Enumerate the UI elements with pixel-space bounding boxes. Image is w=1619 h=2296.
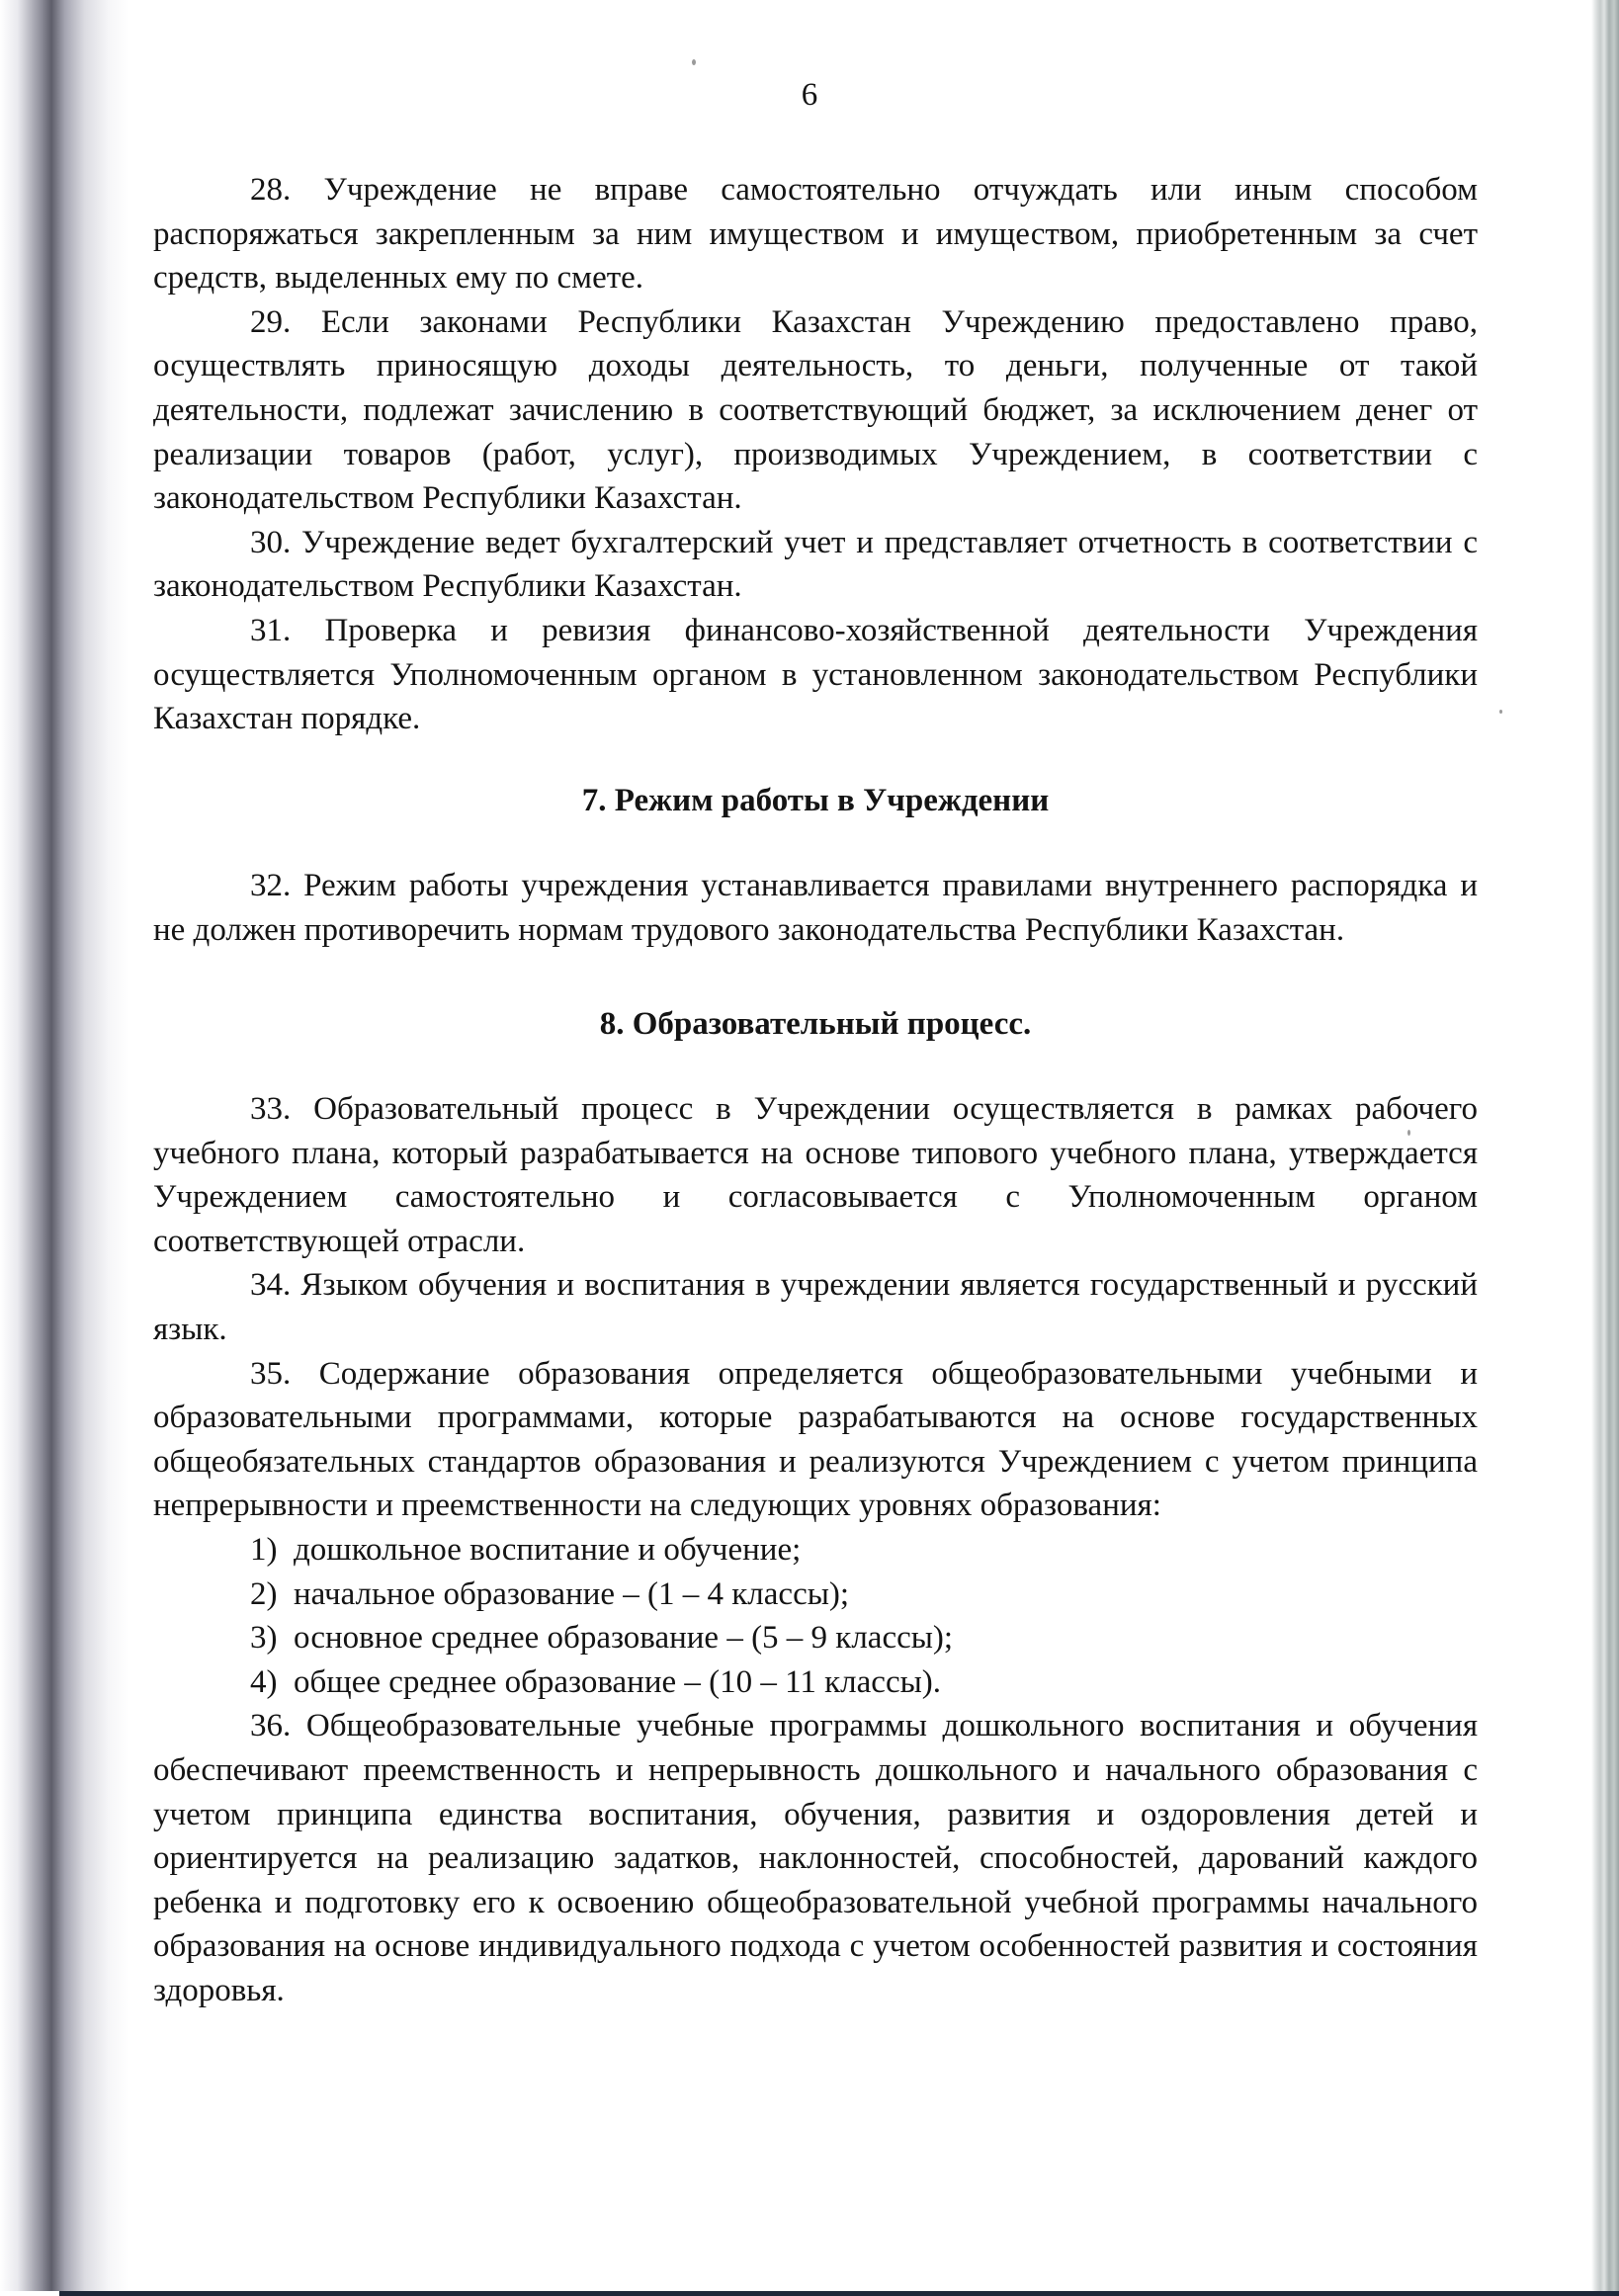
list-item-number: 2) xyxy=(250,1575,278,1612)
list-item-text: начальное образование – (1 – 4 классы); xyxy=(294,1575,850,1612)
page-stack-edge xyxy=(1591,0,1619,2291)
section-heading-8: 8. Образовательный процесс. xyxy=(599,1005,1032,1042)
list-item-text: общее среднее образование – (10 – 11 классы). xyxy=(294,1663,942,1700)
paragraph-33: 33. Образовательный процесс в Учреждении осуществляется в рамках рабочего учебного плана, который разрабатывается на основе типового учебного плана, утверждается Учреждением самостоятельно и согласовывается с Уполномоченным органом соответствующей отрасли. xyxy=(153,1091,1478,1259)
paragraph-28: 28. Учреждение не вправе самостоятельно отчуждать или иным способом распоряжаться закрепленным за ним имуществом и имуществом, приобретенным за счет средств, выделенных ему по смете. xyxy=(153,172,1478,297)
paragraph-34: 34. Языком обучения и воспитания в учреждении является государственный и русский язык. xyxy=(153,1267,1478,1348)
list-item-number: 3) xyxy=(250,1620,278,1657)
scan-speck xyxy=(692,59,696,65)
list-item-number: 4) xyxy=(250,1663,278,1700)
scan-speck xyxy=(1499,710,1502,714)
section-heading-7: 7. Режим работы в Учреждении xyxy=(581,782,1050,818)
paragraph-30: 30. Учреждение ведет бухгалтерский учет и представляет отчетность в соответствии с законодательством Республики Казахстан. xyxy=(153,524,1478,605)
list-item-number: 1) xyxy=(250,1532,278,1569)
list-item-text: дошкольное воспитание и обучение; xyxy=(294,1532,802,1569)
list-item xyxy=(153,1660,1478,1705)
paragraph-36: 36. Общеобразовательные учебные программы дошкольного воспитания и обучения обеспечивают преемственность и непрерывность дошкольного и начального образования с учетом принципа единства воспитания, обучения, развития и оздоровления детей и ориентируется на реализацию задатков, наклонностей, способностей, дарований каждого ребенка и подготовку его к освоению общеобразовательной учебной программы начального образования на основе индивидуального подхода с учетом особенностей развития и состояния здоровья. xyxy=(153,1708,1478,2008)
document-body xyxy=(153,168,1478,2013)
list-item xyxy=(153,1616,1478,1660)
education-levels-list xyxy=(153,1528,1478,1704)
paragraph-31: 31. Проверка и ревизия финансово-хозяйственной деятельности Учреждения осуществляется Уполномоченным органом в установленном законодательством Республики Казахстан порядке. xyxy=(153,612,1478,737)
scan-bottom-edge xyxy=(59,2291,1619,2296)
paragraph-29: 29. Если законами Республики Казахстан Учреждению предоставлено право, осуществлять приносящую доходы деятельность, то деньги, полученные от такой деятельности, подлежат зачислению в соответствующий бюджет, за исключением денег от реализации товаров (работ, услуг), производимых Учреждением, в соответствии с законодательством Республики Казахстан. xyxy=(153,303,1478,517)
binding-shadow xyxy=(0,0,128,2291)
page-number: 6 xyxy=(801,77,818,113)
list-item xyxy=(153,1573,1478,1617)
paragraph-35: 35. Содержание образования определяется общеобразовательными учебными и образовательными программами, которые разрабатываются на основе государственных общеобязательных стандартов образования и реализуются Учреждением с учетом принципа непрерывности и преемственности на следующих уровнях образования: xyxy=(153,1355,1478,1524)
paragraph-32: 32. Режим работы учреждения устанавливается правилами внутреннего распорядка и не должен противоречить нормам трудового законодательства Республики Казахстан. xyxy=(153,868,1478,948)
list-item-text: основное среднее образование – (5 – 9 классы); xyxy=(294,1620,954,1657)
list-item xyxy=(153,1528,1478,1573)
